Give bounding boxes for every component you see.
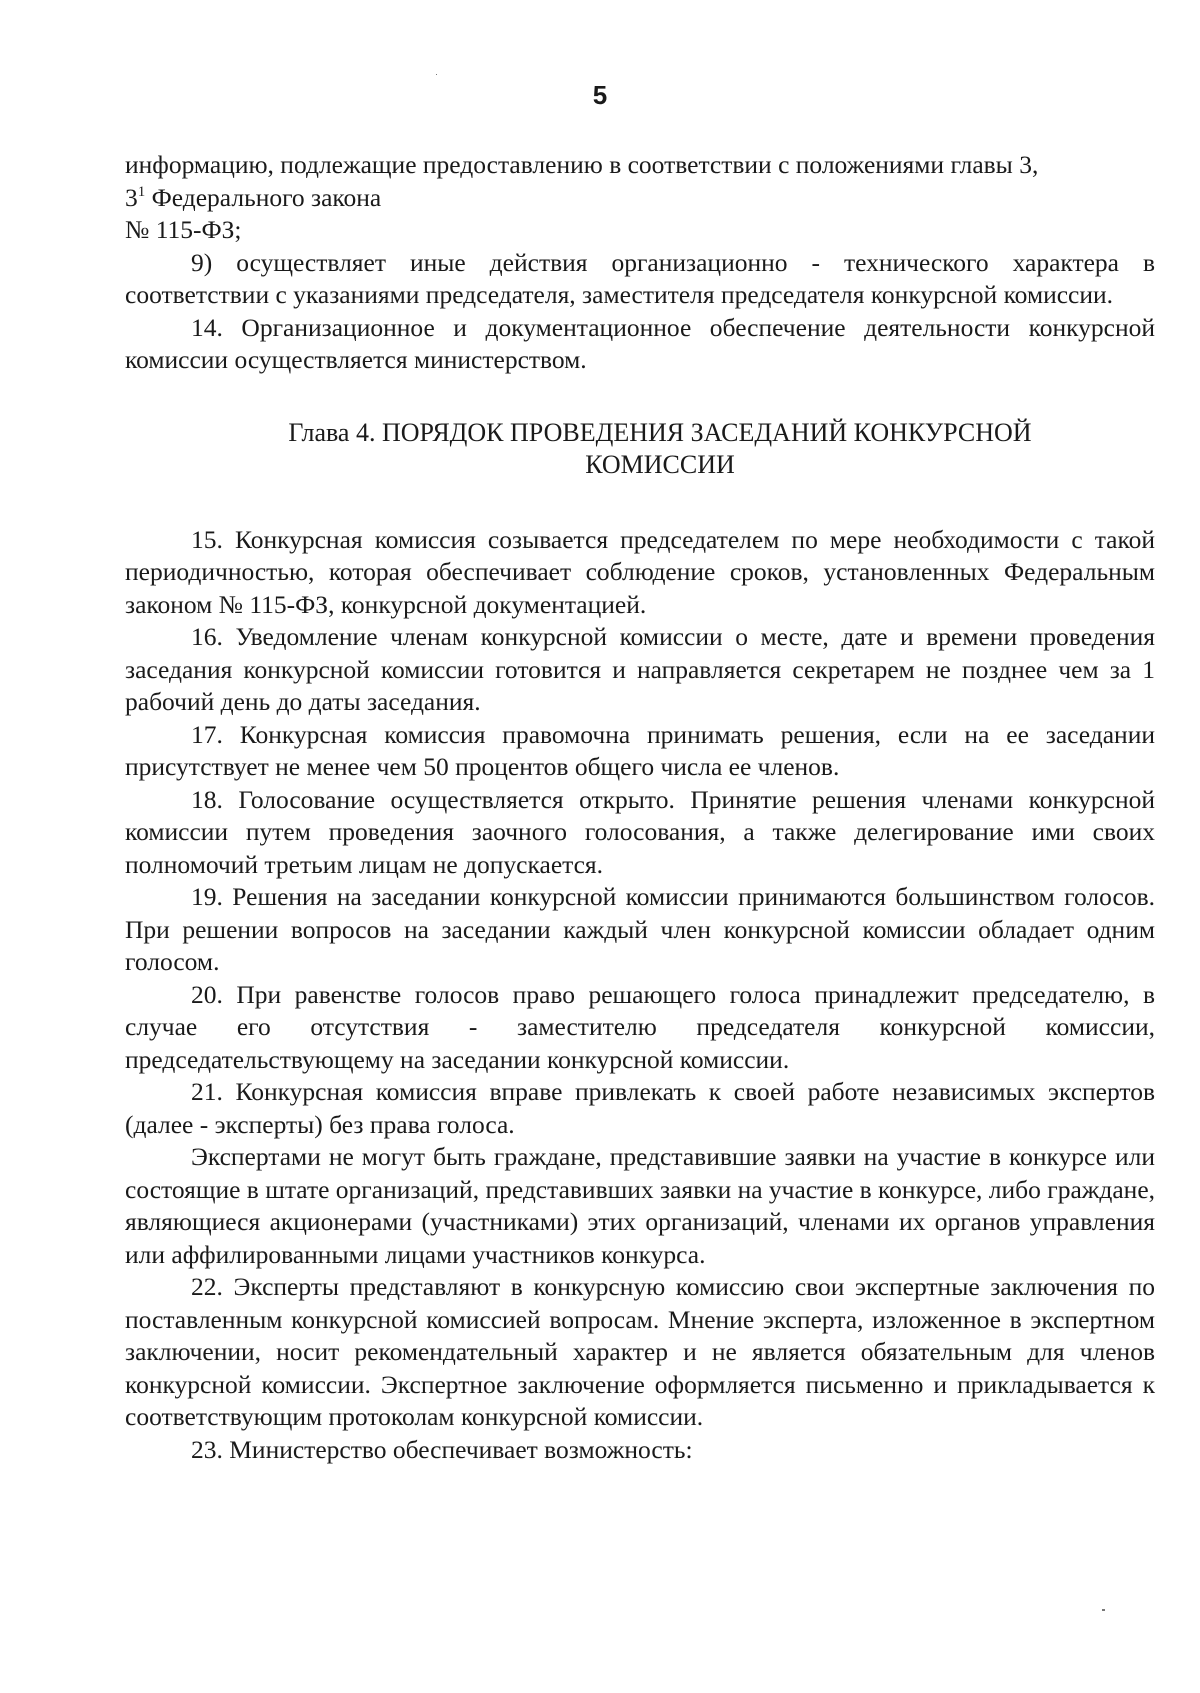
paragraph-15: 15. Конкурсная комиссия созывается председателем по мере необходимости с такой периодичностью, которая обеспечивает соблюдение сроков, установленных Федеральным законом № 115-ФЗ, конкурсной документацией. [125, 524, 1155, 619]
scan-speck [436, 74, 437, 75]
intro-line-2-rest: Федерального закона [145, 182, 382, 212]
intro-line-1: информацию, подлежащие предоставлению в соответствии с положениями главы 3, [125, 150, 1039, 179]
intro-line-2-base: 3 [125, 182, 138, 212]
chapter-heading-line-1: Глава 4. ПОРЯДОК ПРОВЕДЕНИЯ ЗАСЕДАНИЙ КОНКУРСНОЙ [288, 417, 1032, 447]
paragraph-18: 18. Голосование осуществляется открыто. Принятие решения членами конкурсной комиссии путем проведения заочного голосования, а также делегирование ими своих полномочий третьим лицам не допускается. [125, 784, 1155, 879]
paragraph-20: 20. При равенстве голосов право решающего голоса принадлежит председателю, в случае его отсутствия - заместителю председателя конкурсной комиссии, председательствующему на заседании конкурсной комиссии. [125, 979, 1155, 1074]
chapter-heading-line-2: КОМИССИИ [585, 450, 735, 479]
paragraph-16: 16. Уведомление членам конкурсной комиссии о месте, дате и времени проведения заседания конкурсной комиссии готовится и направляется секретарем не позднее чем за 1 рабочий день до даты заседания. [125, 622, 1155, 716]
paragraph-17: 17. Конкурсная комиссия правомочна принимать решения, если на ее заседании присутствует не менее чем 50 процентов общего числа ее членов. [125, 719, 1155, 781]
paragraph-14: 14. Организационное и документационное обеспечение деятельности конкурсной комиссии осуществляется министерством. [125, 312, 1155, 374]
chapter-heading [125, 417, 1155, 482]
intro-line-2-superscript: 1 [137, 183, 146, 200]
paragraph-item-9: 9) осуществляет иные действия организационно - технического характера в соответствии с указаниями председателя, заместителя председателя конкурсной комиссии. [125, 247, 1155, 309]
paragraph-21: 21. Конкурсная комиссия вправе привлекать к своей работе независимых экспертов (далее - эксперты) без права голоса. [125, 1077, 1155, 1139]
paragraph-23: 23. Министерство обеспечивает возможность: [191, 1434, 693, 1464]
scan-speck [1102, 1609, 1105, 1611]
paragraph-experts: Экспертами не могут быть граждане, представившие заявки на участие в конкурсе или состоящие в штате организаций, представивших заявки на участие в конкурсе, либо граждане, являющиеся акционерами (участниками) этих организаций, членами их органов управления или аффилированными лицами участников конкурса. [125, 1142, 1156, 1269]
paragraph-19: 19. Решения на заседании конкурсной комиссии принимаются большинством голосов. При решении вопросов на заседании каждый член конкурсной комиссии обладает одним голосом. [125, 882, 1155, 976]
paragraph-22: 22. Эксперты представляют в конкурсную комиссию свои экспертные заключения по поставленным конкурсной комиссией вопросам. Мнение эксперта, изложенное в экспертном заключении, носит рекомендательный характер и не является обязательным для членов конкурсной комиссии. Экспертное заключение оформляется письменно и прикладывается к соответствующим протоколам конкурсной комиссии. [125, 1272, 1155, 1431]
intro-line-3: № 115-ФЗ; [125, 215, 242, 244]
intro-line-2 [125, 182, 1155, 215]
page-number: 5 [592, 80, 608, 110]
document-body [125, 149, 1155, 1466]
